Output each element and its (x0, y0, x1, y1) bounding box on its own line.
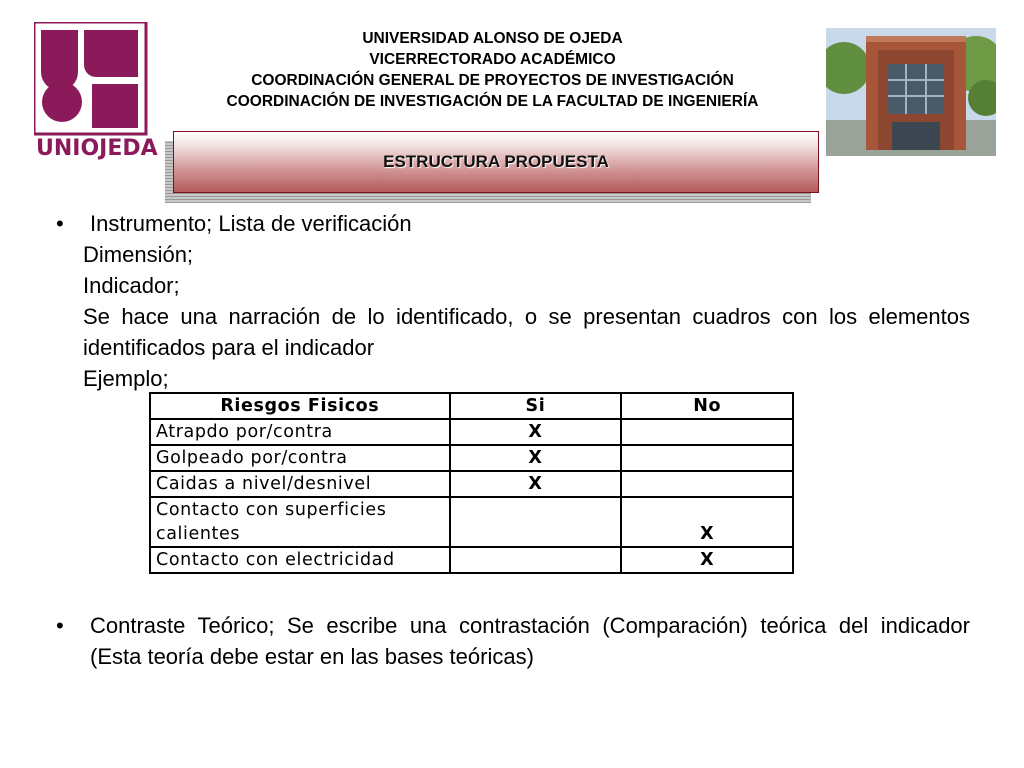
table-header-row (150, 393, 793, 419)
si-cell: X (450, 419, 622, 445)
logo-wordmark: UNIOJEDA (36, 136, 158, 161)
no-cell (621, 419, 793, 445)
column-header-risk: Riesgos Fisicos (150, 393, 450, 419)
instrument-bullet-item (56, 208, 970, 239)
column-header-no: No (621, 393, 793, 419)
risk-cell: Contacto con electricidad (150, 547, 450, 573)
instrument-label: Instrumento; Lista de verificación (90, 211, 412, 236)
header-line-faculty-coordination: COORDINACIÓN DE INVESTIGACIÓN DE LA FACULTAD DE INGENIERÍA (226, 93, 759, 110)
risk-cell: Golpeado por/contra (150, 445, 450, 471)
building-photo (826, 28, 996, 156)
si-cell: X (450, 445, 622, 471)
header-line-university: UNIVERSIDAD ALONSO DE OJEDA (362, 30, 623, 47)
table-row (150, 419, 793, 445)
instrument-section (56, 208, 970, 394)
no-cell (621, 445, 793, 471)
description-paragraph: Se hace una narración de lo identificado, o se presentan cuadros con los elementos identificados para el indicador (83, 304, 970, 360)
institution-header (150, 28, 835, 112)
banner-box (173, 131, 819, 193)
no-cell: X (621, 497, 793, 547)
section-banner (165, 131, 821, 205)
column-header-si: Si (450, 393, 622, 419)
table-row (150, 547, 793, 573)
example-label: Ejemplo; (83, 366, 169, 391)
si-cell (450, 497, 622, 547)
bullet-icon: • (56, 613, 64, 638)
risk-checklist-table (149, 392, 794, 574)
header-line-general-coordination: COORDINACIÓN GENERAL DE PROYECTOS DE INVESTIGACIÓN (251, 72, 734, 89)
risk-cell: Atrapdo por/contra (150, 419, 450, 445)
bullet-icon: • (56, 211, 64, 236)
table-row (150, 471, 793, 497)
banner-title: ESTRUCTURA PROPUESTA (383, 152, 609, 171)
table-row (150, 445, 793, 471)
risk-cell: Contacto con superficies calientes (150, 497, 450, 547)
risk-cell: Caidas a nivel/desnivel (150, 471, 450, 497)
dimension-label: Dimensión; (83, 242, 194, 267)
indicator-label: Indicador; (83, 273, 180, 298)
no-cell: X (621, 547, 793, 573)
no-cell (621, 471, 793, 497)
si-cell: X (450, 471, 622, 497)
si-cell (450, 547, 622, 573)
theoretical-contrast-section (56, 610, 970, 672)
contrast-paragraph: Contraste Teórico; Se escribe una contrastación (Comparación) teórica del indicador (Esta teoría debe estar en las bases teóricas) (90, 613, 970, 669)
header-line-vice-rectorate: VICERRECTORADO ACADÉMICO (369, 51, 616, 68)
table-row (150, 497, 793, 547)
contrast-bullet-item (56, 610, 970, 672)
